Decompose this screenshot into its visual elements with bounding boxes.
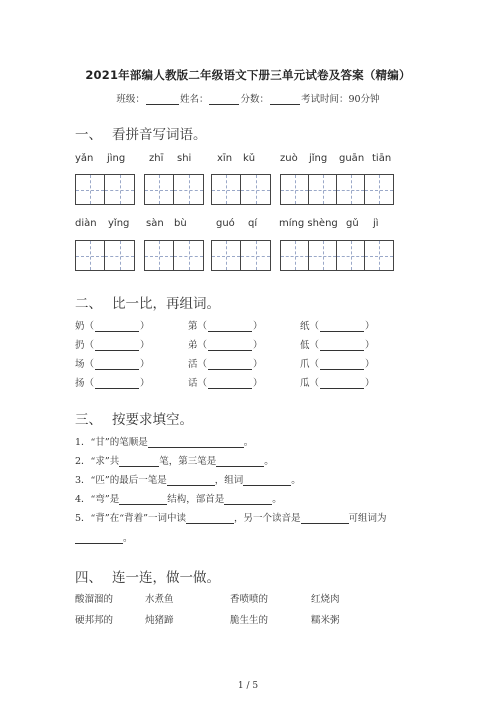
question-5-continuation: 。 (75, 530, 133, 544)
section4-title: 连一连，做一做。 (112, 570, 220, 586)
question-2: 2．“求”共 笔，第三笔是 。 (75, 456, 274, 467)
pinyin-dianying-2: yǐng (108, 218, 130, 229)
pinyin-yanjing-1: yǎn (75, 153, 94, 164)
pinyin-xinku-1: xīn (217, 153, 233, 164)
writing-grid[interactable] (75, 240, 135, 271)
answer-blank[interactable] (119, 494, 167, 505)
compare-item: 话（ ） (188, 378, 263, 389)
question-1: 1．“甘”的笔顺是 。 (75, 437, 254, 448)
compare-item: 奶（ ） (75, 321, 150, 332)
section2-heading (75, 292, 220, 312)
writing-grid[interactable] (144, 240, 204, 271)
section3-heading (75, 408, 193, 428)
answer-blank[interactable] (119, 456, 159, 467)
match-item[interactable]: 水煮鱼 (145, 594, 174, 605)
pinyin-sanbu-2: bù (174, 218, 187, 229)
pinyin-zhishi-1: zhī (149, 153, 164, 164)
answer-blank[interactable] (95, 378, 139, 389)
section3-number: 三、 (75, 412, 102, 428)
pinyin-guoqi-1: guó (216, 218, 235, 229)
score-blank[interactable] (270, 94, 300, 105)
match-item[interactable]: 糯米粥 (311, 615, 340, 626)
answer-blank[interactable] (224, 494, 272, 505)
writing-grid[interactable] (280, 240, 394, 271)
writing-grid[interactable] (144, 174, 204, 205)
section1-heading (75, 123, 207, 143)
name-label: 姓名： (179, 94, 209, 105)
section3-title: 按要求填空。 (112, 412, 193, 428)
answer-blank[interactable] (95, 359, 139, 370)
pinyin-zuojing-1: zuò (280, 153, 298, 164)
time-label: 考试时间：90分钟 (300, 94, 380, 105)
section2-title: 比一比，再组词。 (112, 296, 220, 312)
pinyin-sanbu-1: sàn (146, 218, 164, 229)
match-item[interactable]: 香喷喷的 (230, 594, 269, 605)
answer-blank[interactable] (75, 533, 123, 544)
answer-blank[interactable] (243, 475, 291, 486)
section2-number: 二、 (75, 296, 102, 312)
answer-blank[interactable] (167, 475, 215, 486)
section1-number: 一、 (75, 127, 102, 143)
match-item[interactable]: 脆生生的 (230, 615, 269, 626)
pinyin-guoqi-2: qí (248, 218, 258, 229)
compare-item: 低（ ） (300, 340, 375, 351)
section4-number: 四、 (75, 570, 102, 586)
score-label: 分数： (240, 94, 269, 105)
class-label: 班级： (116, 94, 145, 105)
compare-item: 爪（ ） (300, 359, 375, 370)
answer-blank[interactable] (208, 340, 252, 351)
question-3: 3．“匹”的最后一笔是 ，组词 。 (75, 475, 301, 486)
name-blank[interactable] (209, 94, 239, 105)
match-item[interactable]: 硬邦邦的 (75, 615, 114, 626)
answer-blank[interactable] (320, 359, 364, 370)
pinyin-dianying-1: diàn (75, 218, 97, 229)
writing-grid[interactable] (75, 174, 135, 205)
match-item[interactable]: 炖猪蹄 (145, 615, 174, 626)
section1-title: 看拼音写词语。 (112, 127, 207, 143)
pinyin-xinku-2: kǔ (243, 153, 256, 164)
pinyin-zhishi-2: shi (177, 153, 192, 164)
answer-blank[interactable] (208, 359, 252, 370)
answer-blank[interactable] (216, 456, 264, 467)
writing-grid[interactable] (211, 240, 271, 271)
compare-item: 纸（ ） (300, 321, 375, 332)
class-blank[interactable] (146, 94, 179, 105)
question-4: 4．“弯”是 结构，部首是 。 (75, 494, 282, 505)
pinyin-zuojing-2: jǐng (309, 153, 328, 164)
pinyin-guji-1: gǔ (346, 218, 359, 229)
answer-blank[interactable] (148, 437, 244, 448)
writing-grid[interactable] (280, 174, 394, 205)
pinyin-mingshenggjji-1: míng shèng (279, 218, 338, 229)
answer-blank[interactable] (95, 340, 139, 351)
answer-blank[interactable] (95, 321, 139, 332)
compare-item: 弟（ ） (188, 340, 263, 351)
question-5: 5．“背”在“背着”一词中读 ，另一个读音是 可组词为 (75, 513, 387, 524)
compare-item: 第（ ） (188, 321, 263, 332)
pinyin-guantian-2: tiān (372, 153, 392, 164)
answer-blank[interactable] (320, 321, 364, 332)
answer-blank[interactable] (320, 340, 364, 351)
match-item[interactable]: 红烧肉 (311, 594, 340, 605)
page-number: 1 / 5 (237, 681, 259, 691)
section4-heading (75, 566, 220, 586)
compare-item: 扬（ ） (75, 378, 150, 389)
compare-item: 活（ ） (188, 359, 263, 370)
compare-item: 场（ ） (75, 359, 150, 370)
answer-blank[interactable] (208, 321, 252, 332)
compare-item: 瓜（ ） (300, 378, 375, 389)
pinyin-guantian-1: guān (339, 153, 365, 164)
answer-blank[interactable] (186, 513, 234, 524)
answer-blank[interactable] (320, 378, 364, 389)
match-item[interactable]: 酸溜溜的 (75, 594, 114, 605)
page-title: 2021年部编人教版二年级语文下册三单元试卷及答案（精编） (85, 68, 411, 82)
pinyin-yanjing-2: jìng (107, 153, 126, 164)
answer-blank[interactable] (301, 513, 349, 524)
writing-grid[interactable] (211, 174, 271, 205)
exam-info-line (0, 91, 496, 105)
compare-item: 扔（ ） (75, 340, 150, 351)
answer-blank[interactable] (208, 378, 252, 389)
pinyin-guji-2: jì (373, 218, 379, 229)
